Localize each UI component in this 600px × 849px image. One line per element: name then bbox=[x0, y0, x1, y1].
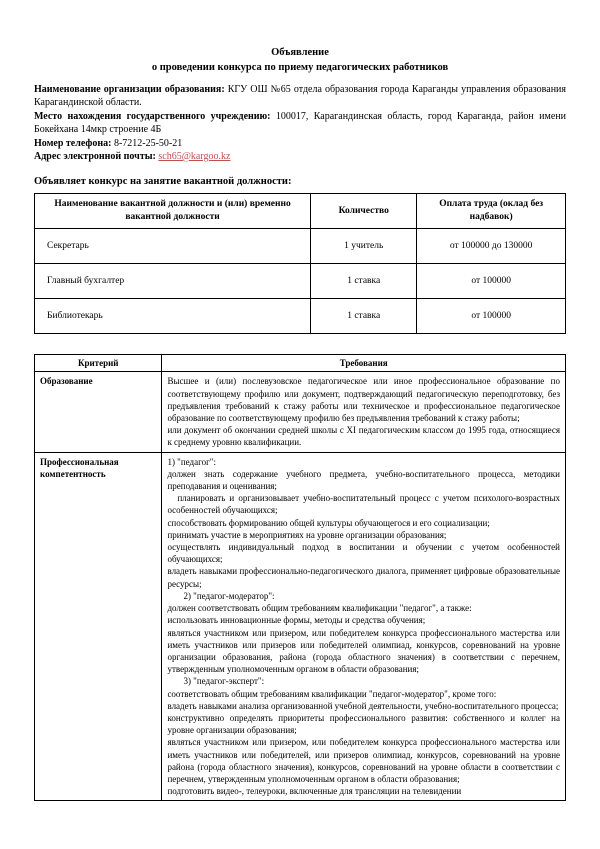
req-paragraph: или документ об окончании средней школы с XI педагогическим классом до 1995 года, относящиеся к среднему уровню квалификации. bbox=[167, 425, 560, 448]
vacancy-position: Секретарь bbox=[35, 229, 311, 264]
requirements-education bbox=[162, 372, 566, 452]
vacancy-quantity: 1 ставка bbox=[311, 264, 417, 299]
req-paragraph: использовать инновационные формы, методы и средства обучения; bbox=[167, 615, 426, 626]
vacancy-pay: от 100000 bbox=[417, 264, 566, 299]
vacancy-table-header-row bbox=[35, 194, 566, 229]
requirements-professional-competence bbox=[162, 452, 566, 801]
info-line-email bbox=[34, 150, 566, 163]
info-line-organization bbox=[34, 83, 566, 110]
vacancy-header-quantity: Количество bbox=[311, 194, 417, 229]
table-row bbox=[35, 452, 566, 801]
requirements-header-criterion: Критерий bbox=[35, 355, 162, 372]
req-paragraph: 1) "педагог": bbox=[167, 456, 216, 467]
req-paragraph: являться участником или призером, или победителем конкурса профессионального мастерства или иметь участников или призеров или победителей олимпиад, конкурсов, соревнований на уровне организации образования, района (города областного значения) в соответствии с перечнем, утвержденным уполномоченным органом в области образования; bbox=[167, 627, 560, 675]
vacancy-pay: от 100000 bbox=[417, 299, 566, 334]
req-paragraph: способствовать формированию общей культуры обучающегося и его социализации; bbox=[167, 517, 490, 528]
info-label-location: Место нахождения государственного учреждению: bbox=[34, 110, 271, 122]
requirements-header-row bbox=[35, 355, 566, 372]
vacancy-quantity: 1 учитель bbox=[311, 229, 417, 264]
req-paragraph: 2) "педагог-модератор": bbox=[183, 590, 275, 601]
req-paragraph: соответствовать общим требованиям квалификации "педагог-модератор", кроме того: bbox=[167, 688, 497, 699]
vacancy-position: Библиотекарь bbox=[35, 299, 311, 334]
vacancy-position: Главный бухгалтер bbox=[35, 264, 311, 299]
req-paragraph: владеть навыками анализа организованной учебной деятельности, учебно-воспитательного процесса; bbox=[167, 700, 559, 711]
req-paragraph: Высшее и (или) послевузовское педагогическое или иное профессиональное образование по соответствующему профилю или документ, подтверждающий педагогическую переподготовку, без предъявления требований к стажу работы или техническое и профессиональное педагогическое образование по соответствующему профилю без предъявления требований к стажу работы; bbox=[167, 376, 560, 424]
req-paragraph: принимать участие в мероприятиях на уровне организации образования; bbox=[167, 529, 447, 540]
criterion-education: Образование bbox=[35, 372, 162, 452]
req-paragraph: 3) "педагог-эксперт": bbox=[183, 676, 265, 687]
vacancy-table bbox=[34, 193, 566, 334]
info-value-location: 100017, Карагандинская область, город Караганда, район имени Бокейхана 14мкр строение 4Б bbox=[34, 110, 566, 136]
info-label-phone: Номер телефона: bbox=[34, 137, 112, 149]
req-paragraph: должен знать содержание учебного предмета, учебно-воспитательного процесса, методики преподавания и оценивания; bbox=[167, 468, 560, 492]
table-row bbox=[35, 229, 566, 264]
table-row bbox=[35, 264, 566, 299]
info-label-organization: Наименование организации образования: bbox=[34, 84, 225, 95]
info-line-phone bbox=[34, 137, 566, 150]
req-paragraph: подготовить видео-, телеуроки, включенные для трансляции на телевидении bbox=[167, 786, 462, 797]
requirements-header-requirements: Требования bbox=[162, 355, 566, 372]
title-line-1: Объявление bbox=[271, 47, 329, 58]
document-title bbox=[34, 46, 566, 75]
info-value-organization: КГУ ОШ №65 отдела образования города Караганды управления образования Карагандинской области. bbox=[34, 84, 566, 109]
info-label-email: Адрес электронной почты: bbox=[34, 151, 156, 163]
req-paragraph: осуществлять индивидуальный подход в воспитании и обучении с учетом особенностей обучающихся; bbox=[167, 542, 560, 565]
announcement-heading: Объявляет конкурс на занятие вакантной должности: bbox=[34, 176, 292, 188]
table-row bbox=[35, 299, 566, 334]
vacancy-header-pay: Оплата труда (оклад без надбавок) bbox=[417, 194, 566, 229]
vacancy-pay: от 100000 до 130000 bbox=[417, 229, 566, 264]
email-link[interactable]: sch65@kargoo.kz bbox=[158, 151, 231, 163]
req-paragraph: конструктивно определять приоритеты профессионального развития: собственного и коллег на уровне организации образования; bbox=[167, 712, 560, 736]
criterion-professional-competence: Профессиональная компетентность bbox=[35, 452, 162, 801]
requirements-table bbox=[34, 354, 566, 801]
title-line-2: о проведении конкурса по приему педагогических работников bbox=[151, 62, 449, 73]
req-paragraph: планировать и организовывает учебно-воспитательный процесс с учетом психолого-возрастных особенностей обучающихся; bbox=[167, 493, 560, 516]
organization-info bbox=[34, 83, 566, 163]
req-paragraph: должен соответствовать общим требованиям квалификации "педагог", а также: bbox=[167, 603, 472, 614]
table-row bbox=[35, 372, 566, 452]
vacancy-header-position: Наименование вакантной должности и (или) временно вакантной должности bbox=[35, 194, 311, 229]
req-paragraph: владеть навыками профессионально-педагогического диалога, применяет цифровые образовательные ресурсы; bbox=[167, 566, 560, 589]
req-paragraph: являться участником или призером, или победителем конкурса профессионального мастерства или иметь участников или победителей, или призеров олимпиад, конкурсов, соревнований на уровне района (города областного значения), конкурсов, соревнований на уровне области в соответствии с перечнем, утвержденным уполномоченным органом в области образования; bbox=[167, 737, 560, 784]
vacancy-quantity: 1 ставка bbox=[311, 299, 417, 334]
info-value-phone: 8-7212-25-50-21 bbox=[111, 137, 183, 149]
info-line-location bbox=[34, 110, 566, 137]
